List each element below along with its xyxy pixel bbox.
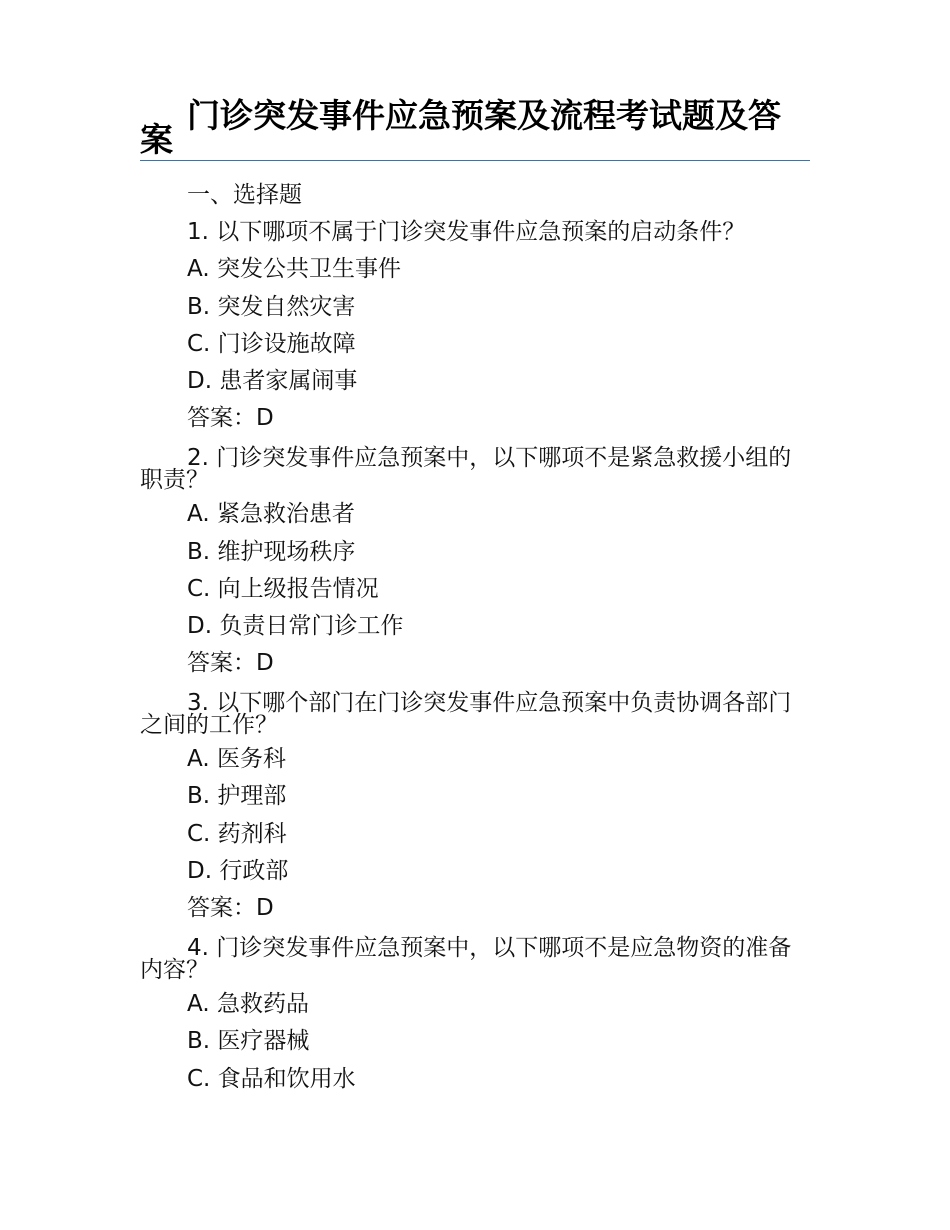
question-2-option-a: A. 紧急救治患者 [187, 501, 355, 528]
question-4-text: 4. 门诊突发事件应急预案中，以下哪项不是应急物资的准备内容？ [140, 935, 792, 984]
question-2-text: 2. 门诊突发事件应急预案中，以下哪项不是紧急救援小组的职责？ [140, 445, 792, 494]
question-3-option-a: A. 医务科 [187, 746, 286, 773]
question-3-option-b: B. 护理部 [187, 783, 287, 810]
question-3-answer: 答案：D [187, 895, 274, 921]
question-4-option-a: A. 急救药品 [187, 991, 309, 1018]
question-2-answer: 答案：D [187, 650, 274, 677]
question-1-option-a: A. 突发公共卫生事件 [187, 256, 401, 283]
section-heading: 一、选择题 [187, 182, 302, 208]
question-1-option-b: B. 突发自然灾害 [187, 293, 356, 320]
question-3-option-d: D. 行政部 [187, 857, 289, 884]
document-body [140, 177, 812, 1098]
question-1-text: 1. 以下哪项不属于门诊突发事件应急预案的启动条件？ [187, 219, 746, 246]
question-1-option-d: D. 患者家属闹事 [187, 367, 358, 394]
question-4-option-c: C. 食品和饮用水 [187, 1065, 356, 1092]
question-3-option-c: C. 药剂科 [187, 820, 287, 847]
question-2-option-b: B. 维护现场秩序 [187, 538, 356, 565]
question-1-option-c: C. 门诊设施故障 [187, 330, 356, 357]
title-underline [140, 160, 810, 161]
question-3-text: 3. 以下哪个部门在门诊突发事件应急预案中负责协调各部门之间的工作？ [140, 690, 792, 739]
question-1-answer: 答案：D [187, 405, 274, 432]
question-2-option-d: D. 负责日常门诊工作 [187, 612, 404, 639]
document-title: 门诊突发事件应急预案及流程考试题及答案 [140, 96, 781, 159]
question-2-option-c: C. 向上级报告情况 [187, 575, 379, 602]
question-4-option-b: B. 医疗器械 [187, 1028, 310, 1055]
